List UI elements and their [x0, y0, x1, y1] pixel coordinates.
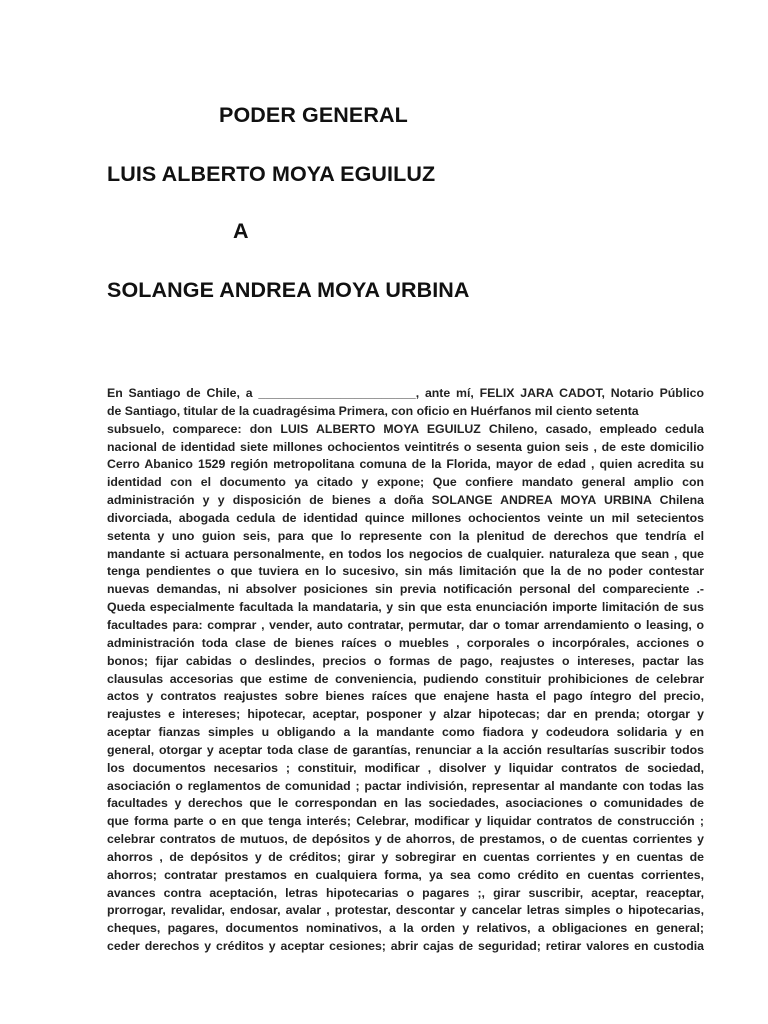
body-line: aceptar fianzas simples u obligando a la mandante como fiadora y codeudora solidaria y en — [107, 725, 704, 740]
body-line: facultades y derechos que le correspondan en las sociedades, asociaciones o comunidades de — [107, 796, 704, 811]
body-line: cheques, pagares, documentos nominativos, a la orden y relativos, a obligaciones en general; — [107, 921, 704, 936]
connector-a: A — [233, 219, 249, 243]
body-line: setenta y uno guion seis, para que lo represente con la plenitud de derechos que tendría el — [107, 528, 704, 543]
body-line: bonos; fijar cabidas o deslindes, precios o formas de pago, reajustes o intereses, pactar las — [107, 653, 704, 668]
body-line: ceder derechos y créditos y aceptar cesiones; abrir cajas de seguridad; retirar valores en custodia — [107, 939, 704, 954]
body-line: tenga pendientes o que tuviera en lo sucesivo, sin más limitación que la de no poder contestar — [107, 564, 704, 579]
body-line: identidad con el documento ya citado y expone; Que confiere mandato general amplio con — [107, 475, 704, 490]
body-line: de Santiago, titular de la cuadragésima Primera, con oficio en Huérfanos mil ciento setenta — [107, 403, 639, 418]
body-line: Cerro Abanico 1529 región metropolitana comuna de la Florida, mayor de edad , quien acredita su — [107, 457, 704, 472]
body-line: celebrar contratos de mutuos, de depósitos y de ahorros, de prestamos, o de cuentas corrientes y — [107, 832, 704, 847]
body-line: ahorros , de depósitos y de créditos; girar y sobregirar en cuentas corrientes y en cuentas de — [107, 849, 704, 864]
body-line: actos y contratos reajustes sobre bienes raíces que enajene hasta el pago íntegro del precio, — [107, 689, 704, 704]
body-line: reajustes e intereses; hipotecar, aceptar, posponer y alzar hipotecas; dar en prenda; otorgar y — [107, 707, 704, 722]
body-line: avances contra aceptación, letras hipotecarias o pagares ;, girar suscribir, aceptar, reaceptar, — [107, 885, 704, 900]
body-line: ahorros; contratar prestamos en cualquiera forma, ya sea como crédito en cuentas corrientes, — [107, 867, 704, 882]
body-line: facultades para: comprar , vender, auto contratar, permutar, dar o tomar arrendamiento o leasing, o — [107, 617, 704, 632]
body-line: asociación o reglamentos de comunidad ; pactar indivisión, representar al mandante con todas las — [107, 778, 704, 793]
body-line: prorrogar, revalidar, endosar, avalar , protestar, descontar y cancelar letras simples o hipotecarias, — [107, 903, 704, 918]
body-line: administración y y disposición de bienes a doña SOLANGE ANDREA MOYA URBINA Chilena — [107, 493, 704, 508]
body-line: los documentos necesarios ; constituir, modificar , disolver y liquidar contratos de sociedad, — [107, 760, 704, 775]
grantee-name: SOLANGE ANDREA MOYA URBINA — [107, 278, 470, 302]
body-line: subsuelo, comparece: don LUIS ALBERTO MOYA EGUILUZ Chileno, casado, empleado cedula — [107, 421, 704, 436]
body-line: Queda especialmente facultada la mandataria, y sin que esta enunciación importe limitación de sus — [107, 600, 704, 615]
body-line: administración toda clase de bienes raíces o muebles , corporales o incorpórales, acciones o — [107, 635, 704, 650]
body-line: general, otorgar y aceptar toda clase de garantías, renunciar a la acción resultarías suscribir todos — [107, 742, 704, 757]
body-line: En Santiago de Chile, a _______________________, ante mí, FELIX JARA CADOT, Notario Público — [107, 386, 704, 400]
body-line: nacional de identidad siete millones ochocientos veintitrés o sesenta guion seis , de este domicilio — [107, 439, 704, 454]
document-title: PODER GENERAL — [219, 103, 408, 127]
body-line: que forma parte o en que tenga interés; Celebrar, modificar y liquidar contratos de construcción ; — [107, 814, 704, 829]
grantor-name: LUIS ALBERTO MOYA EGUILUZ — [107, 162, 436, 186]
body-line: nuevas demandas, ni absolver posiciones sin previa notificación personal del compareciente .- — [107, 582, 704, 597]
document-body — [107, 385, 704, 956]
body-line: divorciada, abogada cedula de identidad quince millones ochocientos veinte un mil setecientos — [107, 510, 704, 525]
body-line: mandante si actuara personalmente, en todos los negocios de cualquier. naturaleza que sean , que — [107, 546, 704, 561]
body-line: clausulas accesorias que estime de conveniencia, pudiendo constituir prohibiciones de celebrar — [107, 671, 704, 686]
